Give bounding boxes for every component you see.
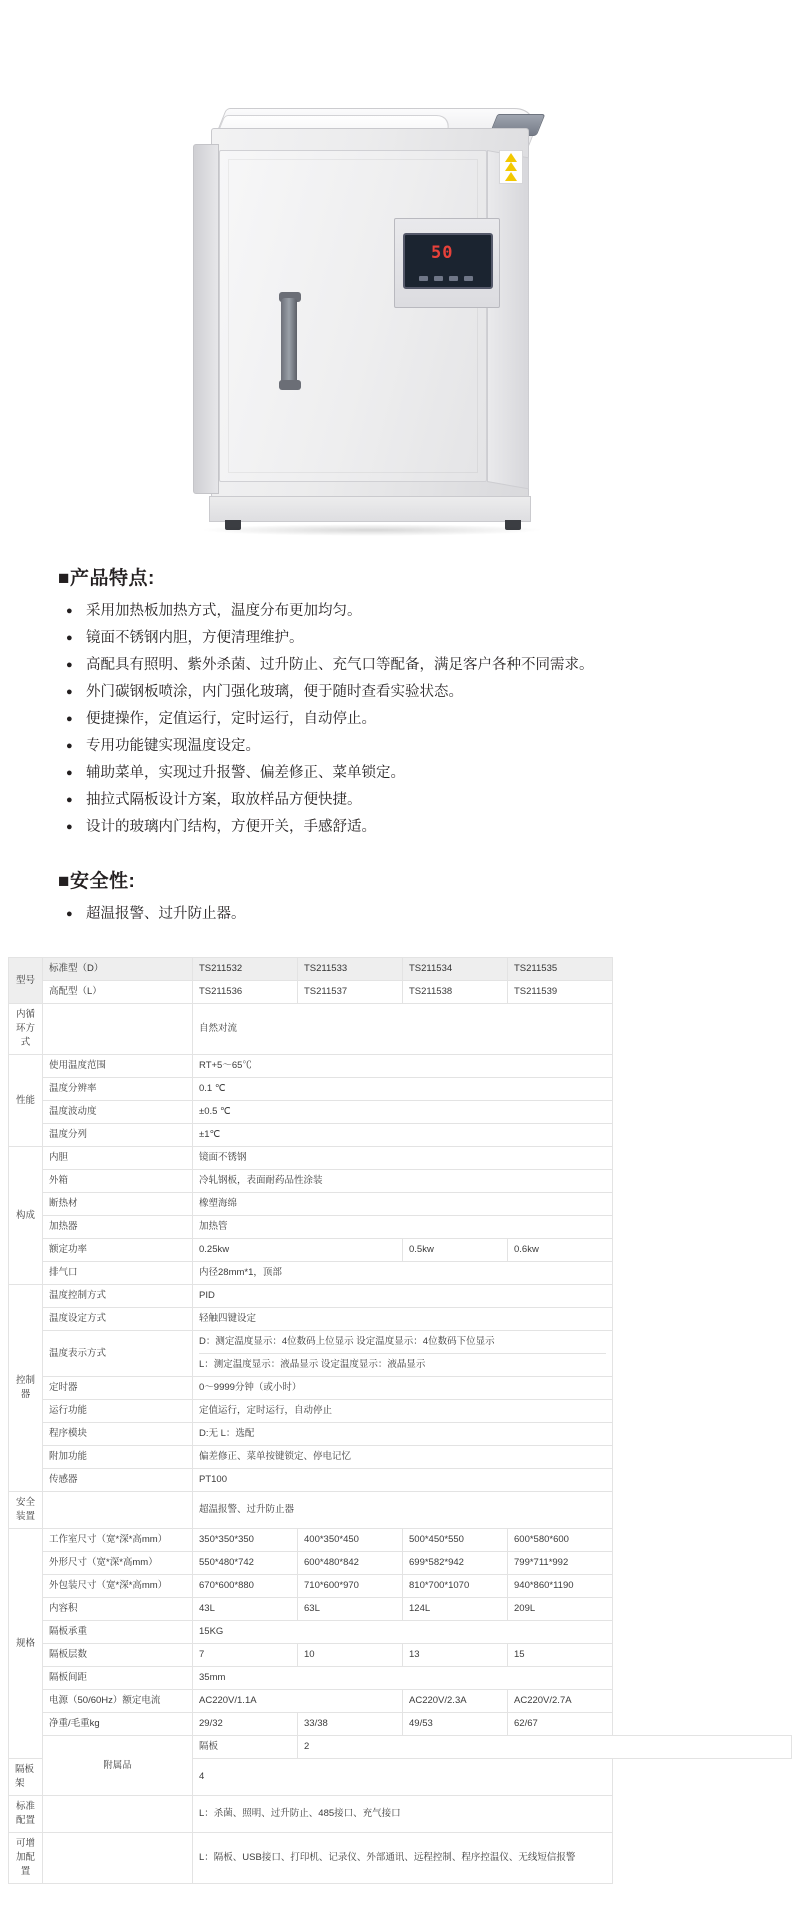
table-value-cell: 偏差修正、菜单按键锁定、停电记忆: [193, 1446, 613, 1469]
table-value-cell: 15KG: [193, 1621, 613, 1644]
list-item: ● 外门碳钢板喷涂，内门强化玻璃，便于随时查看实验状态。: [66, 681, 742, 703]
table-value-cell: 0.1 ℃: [193, 1078, 613, 1101]
table-value-cell: 49/53: [403, 1713, 508, 1736]
table-value-cell: 加热管: [193, 1216, 613, 1239]
table-row: [9, 1796, 792, 1833]
specification-table: [8, 957, 792, 1884]
table-value-cell: L：杀菌、照明、过升防止、485接口、充气接口: [193, 1796, 613, 1833]
table-label-cell: 隔板间距: [43, 1667, 193, 1690]
table-value-cell: 600*480*842: [298, 1552, 403, 1575]
table-row: [9, 1713, 792, 1736]
table-label-cell: 断热材: [43, 1193, 193, 1216]
table-label-cell: [43, 1004, 193, 1055]
table-value-cell: 超温报警、过升防止器: [193, 1492, 613, 1529]
panel-indicator-leds: [419, 276, 473, 281]
table-value-cell: 124L: [403, 1598, 508, 1621]
table-value-cell: 699*582*942: [403, 1552, 508, 1575]
list-item: ● 采用加热板加热方式，温度分布更加均匀。: [66, 600, 742, 622]
table-value-cell: 350*350*350: [193, 1529, 298, 1552]
table-row: [9, 1004, 792, 1055]
table-value-cell: 10: [298, 1644, 403, 1667]
table-label-cell: 排气口: [43, 1262, 193, 1285]
table-value-cell: 33/38: [298, 1713, 403, 1736]
warning-triangle-icon: [505, 162, 517, 171]
table-value-cell: 0～9999分钟（或小时）: [193, 1377, 613, 1400]
table-value-cell: ±1℃: [193, 1124, 613, 1147]
table-value-cell: 橡塑海绵: [193, 1193, 613, 1216]
table-row: [9, 1377, 792, 1400]
table-label-cell: 标准型（D）: [43, 958, 193, 981]
table-row: [9, 1736, 792, 1759]
table-row: [9, 1446, 792, 1469]
warning-triangle-icon: [505, 153, 517, 162]
table-value-cell: 29/32: [193, 1713, 298, 1736]
table-row: [9, 1423, 792, 1446]
table-label-cell: 温度设定方式: [43, 1308, 193, 1331]
table-label-cell: 隔板承重: [43, 1621, 193, 1644]
table-group-cell: 附属品: [43, 1736, 193, 1796]
table-row: [9, 1667, 792, 1690]
table-row: [9, 1216, 792, 1239]
table-value-cell: TS211533: [298, 958, 403, 981]
features-section: [0, 563, 800, 838]
table-row: [9, 981, 792, 1004]
table-value-cell: 63L: [298, 1598, 403, 1621]
table-value-cell: 810*700*1070: [403, 1575, 508, 1598]
table-value-cell: AC220V/1.1A: [193, 1690, 403, 1713]
table-value-cell: 冷轧钢板，表面耐药品性涂装: [193, 1170, 613, 1193]
table-row: [9, 1690, 792, 1713]
table-label-cell: [43, 1833, 193, 1884]
table-row: [9, 1469, 792, 1492]
table-row: [9, 1285, 792, 1308]
drying-oven-illustration: [193, 108, 553, 538]
table-label-cell: 隔板架: [9, 1759, 43, 1796]
table-label-cell: 温度表示方式: [43, 1331, 193, 1377]
oven-left-side-panel: [193, 144, 219, 494]
table-value-cell: 209L: [508, 1598, 613, 1621]
temperature-value: 50: [431, 243, 454, 263]
features-title: ■产品特点:: [58, 568, 155, 589]
product-image: [0, 0, 800, 545]
table-label-cell: 定时器: [43, 1377, 193, 1400]
oven-door-inner-edge: [228, 159, 478, 473]
table-value-cell: 轻触四键设定: [193, 1308, 613, 1331]
features-list: [58, 600, 742, 838]
temperature-display: [403, 233, 493, 289]
table-label-cell: 隔板: [193, 1736, 298, 1759]
table-row: [9, 1147, 792, 1170]
table-row: [9, 1078, 792, 1101]
table-group-cell: 安全装置: [9, 1492, 43, 1529]
table-label-cell: 隔板层数: [43, 1644, 193, 1667]
table-value-cell: 13: [403, 1644, 508, 1667]
table-group-cell: 控制器: [9, 1285, 43, 1492]
table-value-cell: D：测定温度显示：4位数码上位显示 设定温度显示：4位数码下位显示 L：测定温度显示：液晶显示 设定温度显示：液晶显示: [193, 1331, 613, 1377]
table-value-cell: 15: [508, 1644, 613, 1667]
warning-triangle-icon: [505, 172, 517, 181]
table-value-cell: 4: [193, 1759, 613, 1796]
table-row: [9, 1101, 792, 1124]
table-label-cell: 净重/毛重kg: [43, 1713, 193, 1736]
table-label-cell: 高配型（L）: [43, 981, 193, 1004]
table-value-cell: RT+5～65℃: [193, 1055, 613, 1078]
table-value-cell: 0.25kw: [193, 1239, 403, 1262]
table-label-cell: [43, 1492, 193, 1529]
table-group-cell: 标准配置: [9, 1796, 43, 1833]
table-value-cell: 550*480*742: [193, 1552, 298, 1575]
table-row: [9, 1331, 792, 1377]
table-row: [9, 1575, 792, 1598]
table-label-cell: 程序模块: [43, 1423, 193, 1446]
table-value-cell: 43L: [193, 1598, 298, 1621]
oven-base: [209, 496, 531, 522]
oven-shadow: [199, 524, 544, 536]
table-value-cell: 0.6kw: [508, 1239, 613, 1262]
table-label-cell: 电源（50/60Hz）额定电流: [43, 1690, 193, 1713]
list-item: ● 辅助菜单，实现过升报警、偏差修正、菜单锁定。: [66, 762, 742, 784]
table-label-cell: [43, 1796, 193, 1833]
table-value-cell: 镜面不锈钢: [193, 1147, 613, 1170]
table-value-cell: ±0.5 ℃: [193, 1101, 613, 1124]
table-value-cell: 2: [298, 1736, 792, 1759]
table-group-cell: 内循环方式: [9, 1004, 43, 1055]
table-value-cell: 799*711*992: [508, 1552, 613, 1575]
table-value-cell: TS211536: [193, 981, 298, 1004]
table-label-cell: 温度分辨率: [43, 1078, 193, 1101]
table-value-cell: 0.5kw: [403, 1239, 508, 1262]
table-label-cell: 温度波动度: [43, 1101, 193, 1124]
list-item: ● 便捷操作，定值运行，定时运行，自动停止。: [66, 708, 742, 730]
table-value-cell: 定值运行，定时运行，自动停止: [193, 1400, 613, 1423]
table-value-cell: TS211537: [298, 981, 403, 1004]
table-label-cell: 外箱: [43, 1170, 193, 1193]
table-group-cell: 性能: [9, 1055, 43, 1147]
list-item: ● 超温报警、过升防止器。: [66, 903, 742, 925]
oven-door-handle: [281, 298, 297, 384]
table-value-cell: TS211535: [508, 958, 613, 981]
table-value-cell: AC220V/2.7A: [508, 1690, 613, 1713]
oven-handle-bracket-bottom: [279, 380, 301, 390]
table-row: [9, 1124, 792, 1147]
list-item: ● 专用功能键实现温度设定。: [66, 735, 742, 757]
table-value-cell: 7: [193, 1644, 298, 1667]
table-label-cell: 内容积: [43, 1598, 193, 1621]
table-value-cell: D:无 L：选配: [193, 1423, 613, 1446]
table-row: [9, 1239, 792, 1262]
table-row: [9, 1621, 792, 1644]
oven-right-side-panel: [487, 150, 529, 489]
table-value-cell: PID: [193, 1285, 613, 1308]
table-label-cell: 温度控制方式: [43, 1285, 193, 1308]
table-label-cell: 内胆: [43, 1147, 193, 1170]
table-value-cell: TS211539: [508, 981, 613, 1004]
table-group-cell: 可增加配置: [9, 1833, 43, 1884]
table-value-cell: 自然对流: [193, 1004, 613, 1055]
safety-section: [0, 866, 800, 925]
table-value-cell: 35mm: [193, 1667, 613, 1690]
safety-list: [58, 903, 742, 925]
table-row: [9, 1055, 792, 1078]
table-value-cell: L：隔板、USB接口、打印机、记录仪、外部通讯、远程控制、程序控温仪、无线短信报警: [193, 1833, 613, 1884]
table-row: [9, 1170, 792, 1193]
list-item: ● 抽拉式隔板设计方案，取放样品方便快捷。: [66, 789, 742, 811]
table-label-cell: 额定功率: [43, 1239, 193, 1262]
table-label-cell: 附加功能: [43, 1446, 193, 1469]
table-value-cell: PT100: [193, 1469, 613, 1492]
table-value-cell: 710*600*970: [298, 1575, 403, 1598]
table-row: [9, 1833, 792, 1884]
table-value-cell: 400*350*450: [298, 1529, 403, 1552]
list-item: ● 设计的玻璃内门结构，方便开关，手感舒适。: [66, 816, 742, 838]
table-row: [9, 1598, 792, 1621]
table-label-cell: 传感器: [43, 1469, 193, 1492]
table-value-cell: 600*580*600: [508, 1529, 613, 1552]
table-row: [9, 1400, 792, 1423]
list-item: ● 高配具有照明、紫外杀菌、过升防止、充气口等配备，满足客户各种不同需求。: [66, 654, 742, 676]
table-value-cell: 500*450*550: [403, 1529, 508, 1552]
table-label-cell: 外形尺寸（宽*深*高mm）: [43, 1552, 193, 1575]
table-value-cell: 内径28mm*1，顶部: [193, 1262, 613, 1285]
table-label-cell: 外包装尺寸（宽*深*高mm）: [43, 1575, 193, 1598]
table-value-cell: AC220V/2.3A: [403, 1690, 508, 1713]
table-group-cell: 型号: [9, 958, 43, 1004]
table-value-cell: TS211532: [193, 958, 298, 981]
table-value-cell: TS211538: [403, 981, 508, 1004]
list-item: ● 镜面不锈钢内胆，方便清理维护。: [66, 627, 742, 649]
table-row: [9, 1552, 792, 1575]
table-row: [9, 1492, 792, 1529]
table-label-cell: 加热器: [43, 1216, 193, 1239]
oven-door: [219, 150, 487, 482]
table-row: [9, 1193, 792, 1216]
table-row: [9, 1262, 792, 1285]
table-value-cell: 670*600*880: [193, 1575, 298, 1598]
table-label-cell: 工作室尺寸（宽*深*高mm）: [43, 1529, 193, 1552]
table-value-cell: TS211534: [403, 958, 508, 981]
table-value-cell: 62/67: [508, 1713, 613, 1736]
table-group-cell: 规格: [9, 1529, 43, 1759]
table-label-cell: 使用温度范围: [43, 1055, 193, 1078]
table-row: [9, 958, 792, 981]
table-value-cell: 940*860*1190: [508, 1575, 613, 1598]
safety-title: ■安全性:: [58, 871, 136, 892]
table-group-cell: 构成: [9, 1147, 43, 1285]
control-panel: [394, 218, 500, 308]
table-label-cell: 温度分列: [43, 1124, 193, 1147]
table-label-cell: 运行功能: [43, 1400, 193, 1423]
warning-label: [499, 150, 523, 184]
table-row: [9, 1308, 792, 1331]
table-row: [9, 1644, 792, 1667]
table-row: [9, 1529, 792, 1552]
specification-table-wrap: [0, 957, 800, 1908]
